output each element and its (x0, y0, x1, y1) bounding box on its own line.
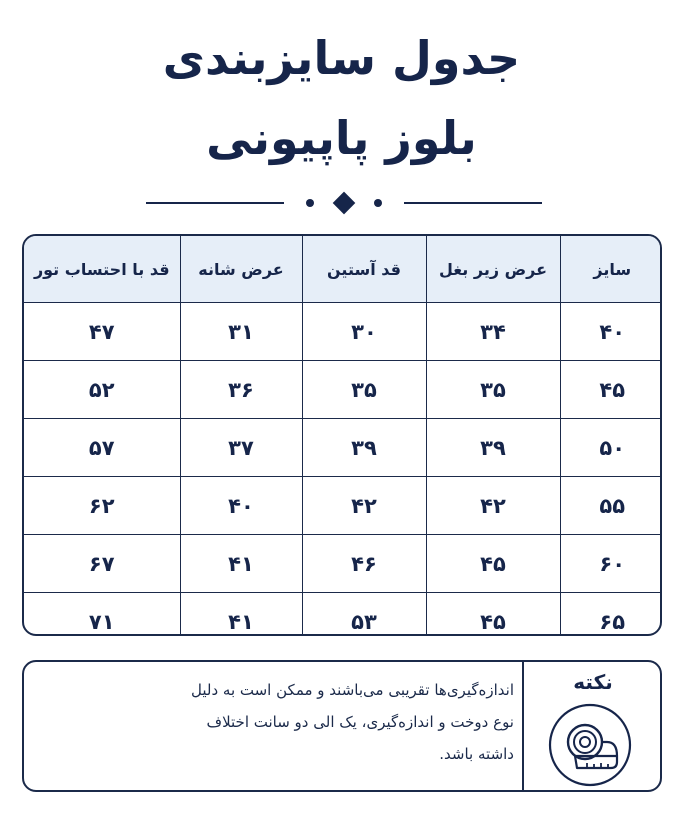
table-cell: ۳۴ (426, 303, 560, 361)
table-cell: ۶۵ (560, 593, 662, 637)
table-cell: ۷۱ (24, 593, 180, 637)
page-title: جدول سایزبندی (162, 31, 521, 85)
table-cell: ۴۷ (24, 303, 180, 361)
table-cell: ۳۹ (426, 419, 560, 477)
note-line: اندازه‌گیری‌ها تقریبی می‌باشند و ممکن است به دلیل (191, 681, 514, 699)
header-shoulder-width: عرض شانه (180, 236, 302, 303)
table-row (24, 477, 662, 535)
page-subtitle: بلوز پاپیونی (206, 111, 477, 165)
table-cell: ۴۱ (180, 593, 302, 637)
table-row (24, 593, 662, 637)
table-cell: ۴۰ (180, 477, 302, 535)
table-cell: ۶۷ (24, 535, 180, 593)
table-cell: ۶۰ (560, 535, 662, 593)
table-cell: ۳۶ (180, 361, 302, 419)
size-table (22, 234, 662, 636)
table-cell: ۵۲ (24, 361, 180, 419)
table-cell: ۵۵ (560, 477, 662, 535)
header-sleeve-length: قد آستین (302, 236, 426, 303)
table-cell: ۴۱ (180, 535, 302, 593)
table-cell: ۳۷ (180, 419, 302, 477)
table-cell: ۵۰ (560, 419, 662, 477)
table-cell: ۵۳ (302, 593, 426, 637)
table-cell: ۳۵ (302, 361, 426, 419)
table-cell: ۳۹ (302, 419, 426, 477)
table-cell: ۴۵ (426, 593, 560, 637)
table-cell: ۵۷ (24, 419, 180, 477)
table-cell: ۴۰ (560, 303, 662, 361)
note-line: داشته باشد. (439, 745, 514, 763)
table-header-row (24, 236, 662, 303)
table-cell: ۳۱ (180, 303, 302, 361)
table-cell: ۳۵ (426, 361, 560, 419)
note-line: نوع دوخت و اندازه‌گیری، یک الی دو سانت اختلاف (206, 713, 514, 731)
table-cell: ۴۲ (302, 477, 426, 535)
note-box (22, 660, 662, 792)
table-cell: ۳۰ (302, 303, 426, 361)
note-title: نکته (573, 670, 613, 694)
table-cell: ۴۶ (302, 535, 426, 593)
header-length-with-lace: قد با احتساب تور (24, 236, 180, 303)
header-size: سایز (560, 236, 662, 303)
note-divider (522, 662, 524, 790)
measuring-tape-icon (547, 702, 633, 788)
note-text (40, 674, 514, 770)
table-cell: ۴۵ (426, 535, 560, 593)
table-row (24, 535, 662, 593)
header-underarm-width: عرض زیر بغل (426, 236, 560, 303)
table-cell: ۴۵ (560, 361, 662, 419)
table-row (24, 419, 662, 477)
table-cell: ۶۲ (24, 477, 180, 535)
table-row (24, 361, 662, 419)
ornament-divider (146, 188, 542, 218)
table-row (24, 303, 662, 361)
table-cell: ۴۲ (426, 477, 560, 535)
